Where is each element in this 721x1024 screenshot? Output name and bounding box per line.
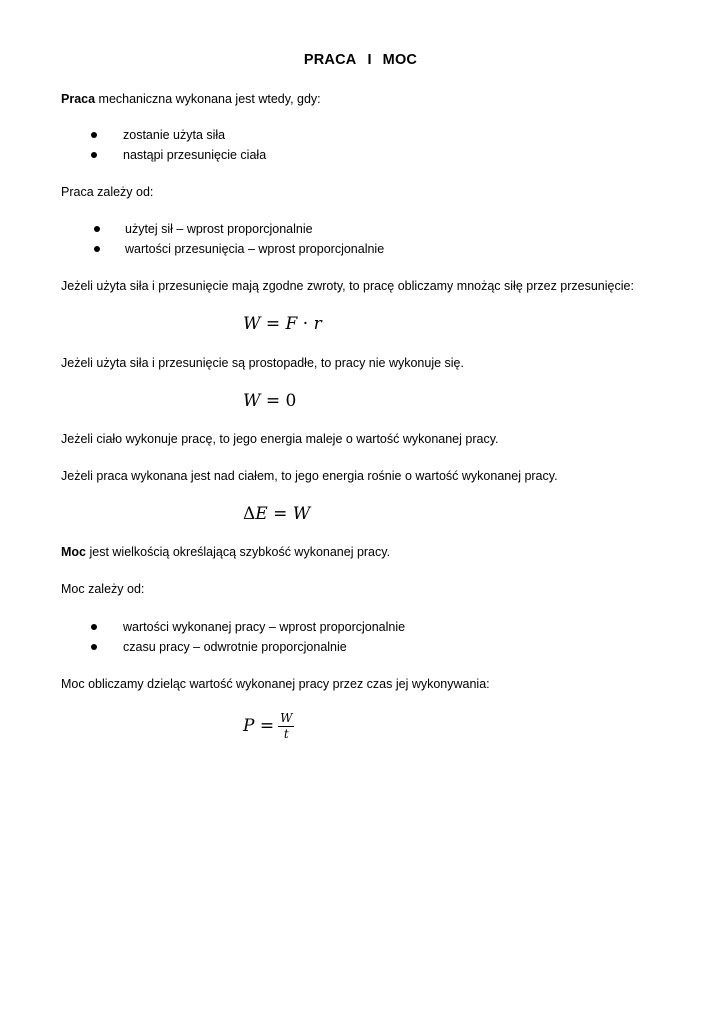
title-left: PRACA: [303, 52, 357, 68]
bullet-icon: [91, 152, 97, 158]
eq1-force: F: [285, 314, 298, 334]
energy-increase-text: Jeżeli praca wykonana jest nad ciałem, to jego energia rośnie o wartość wykonanej pracy.: [61, 469, 558, 483]
power-depends-heading: Moc zależy od:: [61, 582, 145, 596]
work-definition: [61, 91, 321, 107]
list-item-work-depends-1: użytej sił – wprost proporcjonalnie: [125, 222, 313, 236]
eq1-lhs: W: [243, 314, 261, 334]
list-item-work-condition-2: nastąpi przesunięcie ciała: [123, 148, 267, 162]
bullet-icon: [94, 226, 100, 232]
same-direction-text: Jeżeli użyta siła i przesunięcie mają zgodne zwroty, to pracę obliczamy mnożąc siłę przez przesunięcie:: [61, 279, 634, 293]
eq4-numerator: W: [280, 711, 293, 725]
eq1-dot: ·: [297, 314, 314, 334]
eq4-lhs: P: [243, 716, 255, 736]
list-item-power-depends-1: wartości wykonanej pracy – wprost proporcjonalnie: [123, 620, 406, 634]
eq3-op: =: [267, 504, 293, 524]
power-term: Moc: [61, 545, 86, 559]
eq2-rhs: = 0: [260, 391, 297, 411]
work-depends-heading: Praca zależy od:: [61, 185, 154, 199]
eq1-op: =: [260, 314, 286, 334]
list-item-power-depends-2: czasu pracy – odwrotnie proporcjonalnie: [123, 640, 347, 654]
page-title: [0, 52, 721, 68]
eq1-displacement: r: [313, 314, 322, 334]
bullet-icon: [94, 246, 100, 252]
equation-energy: [243, 504, 310, 524]
eq4-denominator: t: [283, 727, 289, 741]
title-separator: I: [367, 52, 372, 68]
power-definition: [61, 544, 390, 560]
eq3-work: W: [292, 504, 311, 524]
power-definition-text: jest wielkością określającą szybkość wykonanej pracy.: [86, 545, 391, 559]
eq4-op: =: [254, 716, 275, 736]
bullet-icon: [91, 644, 97, 650]
title-right: MOC: [382, 52, 418, 68]
power-calc-text: Moc obliczamy dzieląc wartość wykonanej pracy przez czas jej wykonywania:: [61, 677, 490, 691]
list-item-work-depends-2: wartości przesunięcia – wprost proporcjonalnie: [125, 242, 385, 256]
equation-power: [243, 712, 294, 741]
list-item-work-condition-1: zostanie użyta siła: [123, 128, 226, 142]
eq3-energy: E: [255, 504, 268, 524]
eq4-fraction: [278, 712, 294, 741]
bullet-icon: [91, 624, 97, 630]
eq3-delta: Δ: [243, 504, 256, 524]
bullet-icon: [91, 132, 97, 138]
work-term: Praca: [61, 92, 96, 106]
perpendicular-text: Jeżeli użyta siła i przesunięcie są prostopadłe, to pracy nie wykonuje się.: [61, 356, 464, 370]
energy-decrease-text: Jeżeli ciało wykonuje pracę, to jego energia maleje o wartość wykonanej pracy.: [61, 432, 499, 446]
eq2-lhs: W: [243, 391, 261, 411]
work-definition-text: mechaniczna wykonana jest wtedy, gdy:: [95, 92, 321, 106]
equation-zero-work: [243, 391, 296, 411]
equation-work: [243, 314, 322, 334]
